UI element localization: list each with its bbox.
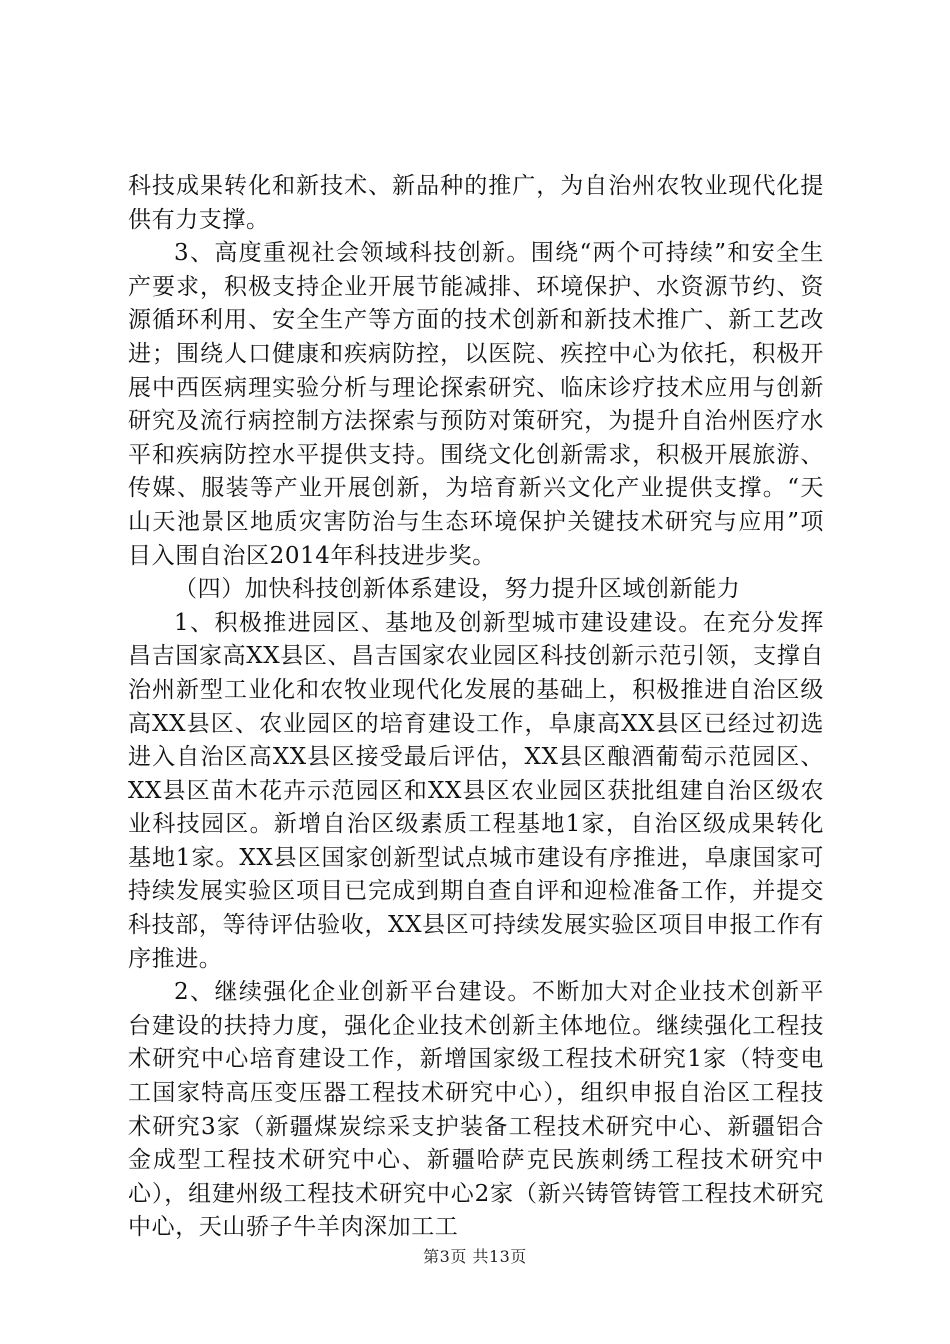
document-body [128, 170, 824, 1245]
section-heading-innovation-system: （四）加快科技创新体系建设，努力提升区域创新能力 [174, 576, 741, 603]
page-number-footer: 第3页 共13页 [423, 1247, 527, 1266]
paragraph-parks-bases: 1、积极推进园区、基地及创新型城市建设建设。在充分发挥昌吉国家高XX县区、昌吉国家农业园区科技创新示范引领，支撑自治州新型工业化和农牧业现代化发展的基础上，积极推进自治区级高XX县区、农业园区的培育建设工作，阜康高XX县区已经过初选进入自治区高XX县区接受最后评估，XX县区酿酒葡萄示范园区、XX县区苗木花卉示范园区和XX县区农业园区获批组建自治区级农业科技园区。新增自治区级素质工程基地1家，自治区级成果转化基地1家。XX县区国家创新型试点城市建设有序推进，阜康国家可持续发展实验区项目已完成到期自查自评和迎检准备工作，并提交科技部，等待评估验收，XX县区可持续发展实验区项目申报工作有序推进。 [128, 609, 824, 972]
paragraph-enterprise-platforms: 2、继续强化企业创新平台建设。不断加大对企业技术创新平台建设的扶持力度，强化企业技术创新主体地位。继续强化工程技术研究中心培育建设工作，新增国家级工程技术研究1家（特变电工国家特高压变压器工程技术研究中心），组织申报自治区工程技术研究3家（新疆煤炭综采支护装备工程技术研究中心、新疆铝合金成型工程技术研究中心、新疆哈萨克民族刺绣工程技术研究中心），组建州级工程技术研究中心2家（新兴铸管铸管工程技术研究中心，天山骄子牛羊肉深加工工 [128, 979, 824, 1241]
paragraph-social-innovation: 3、高度重视社会领域科技创新。围绕“两个可持续”和安全生产要求，积极支持企业开展节能减排、环境保护、水资源节约、资源循环利用、安全生产等方面的技术创新和新技术推广、新工艺改进；围绕人口健康和疾病防控，以医院、疾控中心为依托，积极开展中西医病理实验分析与理论探索研究、临床诊疗技术应用与创新研究及流行病控制方法探索与预防对策研究，为提升自治州医疗水平和疾病防控水平提供支持。围绕文化创新需求，积极开展旅游、传媒、服装等产业开展创新，为培育新兴文化产业提供支撑。“天山天池景区地质灾害防治与生态环境保护关键技术研究与应用”项目入围自治区2014年科技进步奖。 [128, 240, 824, 569]
paragraph-continuation: 科技成果转化和新技术、新品种的推广，为自治州农牧业现代化提供有力支撑。 [128, 173, 824, 233]
